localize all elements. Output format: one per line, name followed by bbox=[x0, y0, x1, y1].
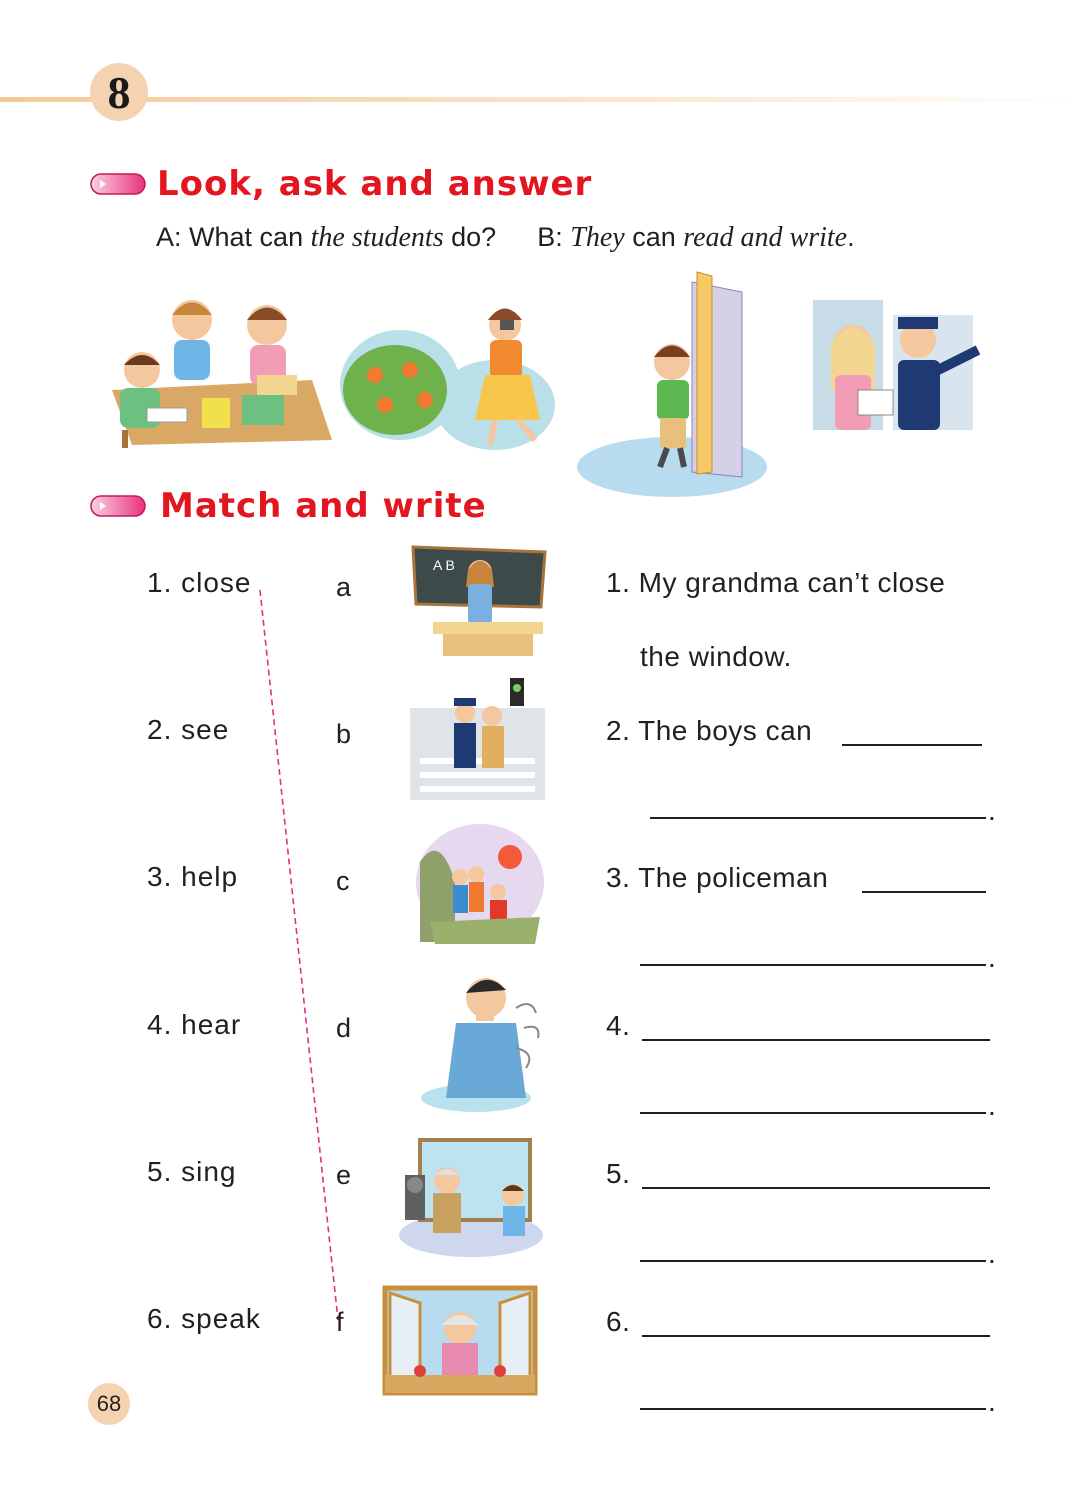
match-word: 3. help bbox=[147, 861, 239, 892]
sentence-period: . bbox=[988, 1238, 996, 1269]
section-title-match-and-write: Match and write bbox=[160, 486, 487, 526]
sentence-line: 3. The policeman bbox=[606, 862, 829, 893]
match-letter: e bbox=[336, 1160, 352, 1190]
answer-blank[interactable] bbox=[650, 817, 986, 819]
section-bullet-icon bbox=[90, 173, 146, 195]
page-number: 68 bbox=[88, 1383, 130, 1425]
unit-number-badge: 8 bbox=[90, 63, 148, 121]
answer-blank[interactable] bbox=[640, 1112, 986, 1114]
match-word: 4. hear bbox=[147, 1009, 242, 1040]
sentence-line: 4. bbox=[606, 1010, 631, 1041]
answer-blank[interactable] bbox=[640, 1408, 986, 1410]
speaker-b-label: B: bbox=[537, 222, 563, 252]
man-coughing-cannot-speak-illustration bbox=[416, 968, 551, 1113]
sentence-period: . bbox=[988, 1090, 996, 1121]
sentence-line: 6. bbox=[606, 1306, 631, 1337]
question-italic: the students bbox=[310, 222, 444, 253]
answer-text: can bbox=[632, 222, 676, 252]
section-title-look-ask-answer: Look, ask and answer bbox=[157, 164, 593, 204]
people-watching-sunrise-illustration bbox=[410, 822, 545, 945]
svg-text:A B: A B bbox=[433, 557, 455, 573]
match-letter: c bbox=[336, 866, 350, 896]
answer-italic-subject: They bbox=[570, 222, 625, 253]
answer-blank[interactable] bbox=[842, 744, 982, 746]
students-reading-writing-illustration bbox=[92, 290, 334, 450]
answer-blank[interactable] bbox=[640, 1260, 986, 1262]
answer-italic-verb: read and write bbox=[683, 222, 848, 253]
match-letter: a bbox=[336, 572, 352, 602]
match-word: 2. see bbox=[147, 714, 230, 745]
example-match-line bbox=[250, 585, 350, 1325]
answer-blank[interactable] bbox=[642, 1335, 990, 1337]
question-text: What can bbox=[189, 222, 304, 252]
policeman-helping-girl-illustration bbox=[793, 295, 991, 450]
answer-blank[interactable] bbox=[862, 891, 986, 893]
match-letter: b bbox=[336, 719, 352, 749]
section-bullet-icon bbox=[90, 495, 146, 517]
boy-opening-door-illustration bbox=[572, 262, 777, 502]
answer-period: . bbox=[847, 222, 855, 252]
old-man-cannot-hear-illustration bbox=[395, 1135, 547, 1257]
match-word: 6. speak bbox=[147, 1303, 261, 1334]
question-end: do? bbox=[451, 222, 497, 252]
sentence-line: 1. My grandma can’t close bbox=[606, 567, 946, 598]
answer-blank[interactable] bbox=[640, 964, 986, 966]
sentence-line: 2. The boys can bbox=[606, 715, 813, 746]
answer-blank[interactable] bbox=[642, 1187, 990, 1189]
answer-blank[interactable] bbox=[642, 1039, 990, 1041]
sentence-line: the window. bbox=[640, 641, 792, 672]
sentence-period: . bbox=[988, 942, 996, 973]
match-letter: d bbox=[336, 1013, 352, 1043]
header-rule bbox=[0, 97, 1080, 102]
match-word: 1. close bbox=[147, 567, 252, 598]
grandma-at-window-illustration bbox=[370, 1283, 548, 1398]
sentence-period: . bbox=[988, 1386, 996, 1417]
dialogue-line bbox=[156, 222, 855, 254]
speaker-a-label: A: bbox=[156, 222, 182, 252]
girl-taking-photo-illustration bbox=[340, 295, 560, 455]
sentence-period: . bbox=[988, 795, 996, 826]
teacher-speaking-illustration bbox=[408, 542, 550, 657]
match-word: 5. sing bbox=[147, 1156, 237, 1187]
policeman-helping-old-man-cross-illustration bbox=[410, 678, 545, 800]
sentence-line: 5. bbox=[606, 1158, 631, 1189]
match-letter: f bbox=[336, 1307, 344, 1337]
